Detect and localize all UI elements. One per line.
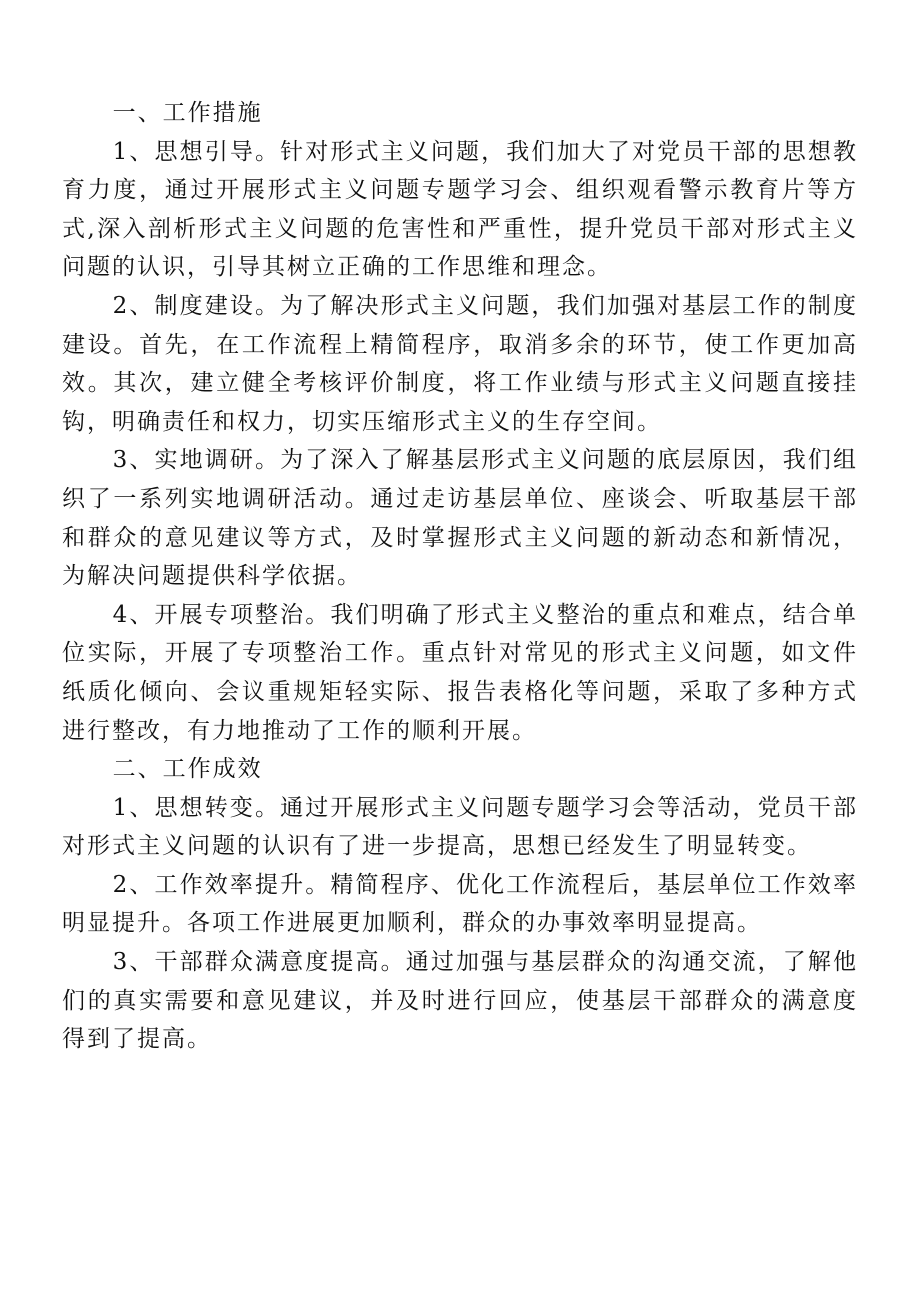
paragraph-satisfaction-improvement: 3、干部群众满意度提高。通过加强与基层群众的沟通交流，了解他们的真实需要和意见建议，并及时进行回应，使基层干部群众的满意度得到了提高。 [62, 949, 858, 1053]
section-heading-results: 二、工作成效 [112, 756, 263, 783]
paragraph-system-building: 2、制度建设。为了解决形式主义问题，我们加强对基层工作的制度建设。首先，在工作流程上精简程序，取消多余的环节，使工作更加高效。其次，建立健全考核评价制度，将工作业绩与形式主义问题直接挂钩，明确责任和权力，切实压缩形式主义的生存空间。 [62, 292, 858, 435]
paragraph-ideological-guidance: 1、思想引导。针对形式主义问题，我们加大了对党员干部的思想教育力度，通过开展形式主义问题专题学习会、组织观看警示教育片等方式,深入剖析形式主义问题的危害性和严重性，提升党员干部对形式主义问题的认识，引导其树立正确的工作思维和理念。 [62, 138, 858, 281]
paragraph-efficiency-improvement: 2、工作效率提升。精简程序、优化工作流程后，基层单位工作效率明显提升。各项工作进展更加顺利，群众的办事效率明显提高。 [62, 871, 858, 937]
paragraph-mindset-change: 1、思想转变。通过开展形式主义问题专题学习会等活动，党员干部对形式主义问题的认识有了进一步提高，思想已经发生了明显转变。 [62, 794, 858, 860]
paragraph-field-research: 3、实地调研。为了深入了解基层形式主义问题的底层原因，我们组织了一系列实地调研活动。通过走访基层单位、座谈会、听取基层干部和群众的意见建议等方式，及时掌握形式主义问题的新动态和新情况，为解决问题提供科学依据。 [62, 447, 858, 590]
section-heading-measures: 一、工作措施 [112, 100, 263, 126]
document-body [62, 94, 858, 1059]
paragraph-special-rectification: 4、开展专项整治。我们明确了形式主义整治的重点和难点，结合单位实际，开展了专项整治工作。重点针对常见的形式主义问题，如文件纸质化倾向、会议重规矩轻实际、报告表格化等问题，采取了多种方式进行整改，有力地推动了工作的顺利开展。 [62, 601, 858, 744]
